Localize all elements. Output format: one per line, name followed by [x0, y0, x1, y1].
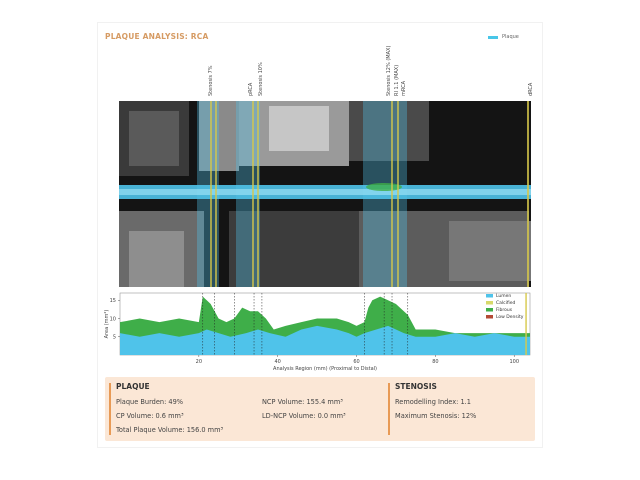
plaque-legend-swatch	[488, 36, 498, 39]
legend-swatch-calcified	[486, 301, 493, 305]
total-plaque-volume: Total Plaque Volume: 156.0 mm³	[116, 426, 224, 434]
x-tick-label-2: 60	[353, 359, 360, 365]
ncp-volume: NCP Volume: 155.4 mm³	[262, 398, 343, 406]
legend-label-fibrous: Fibrous	[496, 308, 513, 313]
page-title: PLAQUE ANALYSIS: RCA	[105, 32, 209, 41]
area-chart	[100, 285, 540, 375]
y-tick-label-1: 10	[109, 316, 116, 323]
x-tick-label-0: 20	[195, 359, 203, 365]
legend-swatch-fibrous	[486, 308, 493, 312]
y-tick-label-2: 15	[109, 298, 116, 305]
legend-label-low_density: Low Density	[496, 315, 524, 320]
x-tick-label-4: 100	[509, 359, 520, 365]
y-tick-label-0: 5	[112, 334, 116, 341]
top-legend	[488, 34, 519, 40]
marker-label-stenosis-7: Stenosis 7%	[208, 65, 214, 96]
cp-volume: CP Volume: 0.6 mm³	[116, 412, 184, 420]
marker-label-drca: dRCA	[528, 82, 534, 96]
x-tick-label-1: 40	[274, 359, 281, 365]
plaque-heading: PLAQUE	[116, 382, 150, 391]
marker-label-ri: RI 1.1 (MAX)	[394, 64, 400, 96]
plaque-accent-bar	[109, 383, 111, 435]
marker-label-prca: pRCA	[248, 82, 254, 96]
y-axis-label: Area (mm²)	[104, 309, 110, 339]
maximum-stenosis: Maximum Stenosis: 12%	[395, 412, 477, 420]
marker-label-stenosis-12: Stenosis 12% (MAX)	[386, 45, 392, 96]
legend-swatch-lumen	[486, 294, 493, 298]
ct-vessel-image	[119, 101, 531, 287]
stenosis-heading: STENOSIS	[395, 382, 437, 391]
stenosis-accent-bar	[388, 383, 390, 435]
plaque-legend-label: Plaque	[502, 34, 519, 40]
remodelling-index: Remodelling Index: 1.1	[395, 398, 471, 406]
marker-label-stenosis-10: Stenosis 10%	[258, 62, 264, 96]
plaque-burden: Plaque Burden: 49%	[116, 398, 184, 406]
marker-label-mrca: mRCA	[401, 80, 407, 96]
x-axis-label: Analysis Region (mm) (Proximal to Distal)	[273, 366, 377, 372]
legend-label-calcified: Calcified	[496, 301, 516, 306]
legend-label-lumen: Lumen	[496, 294, 512, 299]
ld-ncp-volume: LD-NCP Volume: 0.0 mm³	[262, 412, 346, 420]
x-tick-label-3: 80	[432, 359, 439, 365]
legend-swatch-low_density	[486, 315, 493, 319]
